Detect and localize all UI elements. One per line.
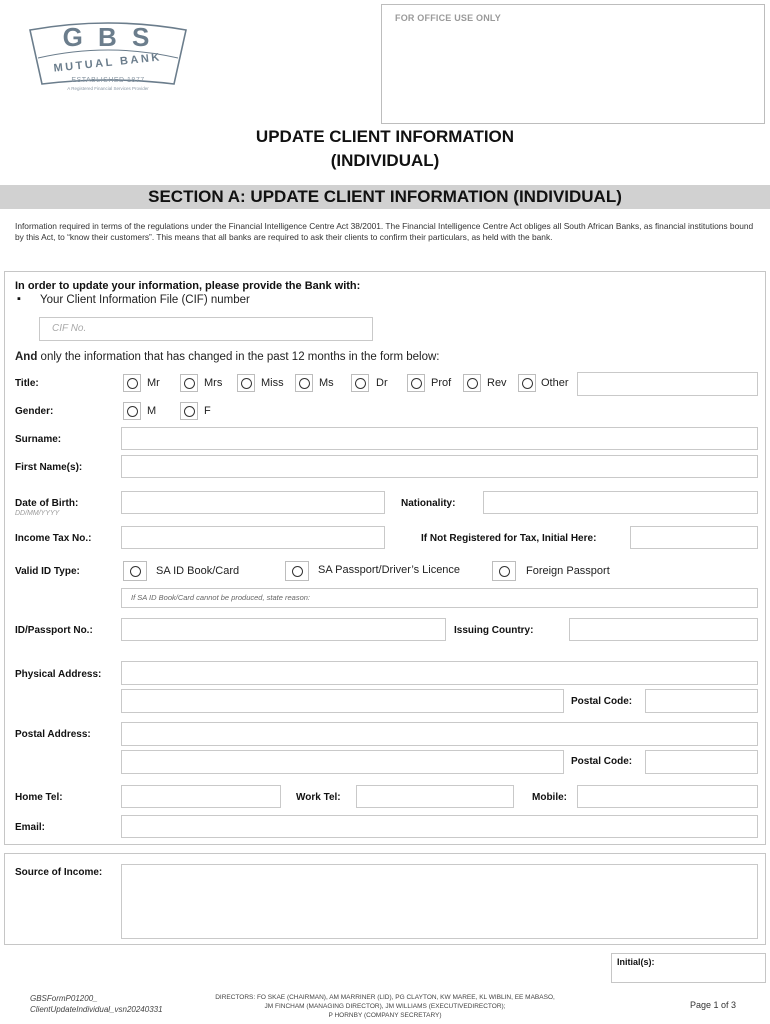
gender-option-f: F — [204, 405, 211, 417]
title-radio-miss[interactable] — [237, 374, 255, 392]
physical-address-label: Physical Address: — [15, 669, 102, 680]
page-title-line2: (INDIVIDUAL) — [330, 151, 440, 170]
id-radio-sa-id[interactable] — [123, 561, 147, 581]
page-number: Page 1 of 3 — [690, 1000, 737, 1010]
instructions-line2-bold: And — [15, 351, 38, 363]
id-passport-input[interactable] — [121, 618, 446, 641]
cif-placeholder: CIF No. — [52, 323, 87, 334]
nationality-input[interactable] — [483, 491, 758, 514]
physical-postal-code-label: Postal Code: — [571, 696, 633, 707]
dob-input[interactable] — [121, 491, 385, 514]
id-radio-foreign-passport[interactable] — [492, 561, 516, 581]
gender-option-m: M — [147, 405, 157, 417]
source-of-income-input[interactable] — [121, 864, 758, 939]
valid-id-type-label: Valid ID Type: — [15, 566, 80, 577]
directors-list — [200, 993, 570, 1020]
logo-graphic — [24, 18, 192, 94]
office-use-box — [381, 4, 765, 124]
title-label: Title: — [15, 378, 39, 389]
source-of-income-label: Source of Income: — [15, 867, 103, 878]
directors-line2: JM FINCHAM (MANAGING DIRECTOR), JM WILLIAMS (EXECUTIVEDIRECTOR); — [264, 1003, 506, 1010]
gender-radio-f[interactable] — [180, 402, 198, 420]
title-option-mrs: Mrs — [204, 377, 223, 389]
nationality-label: Nationality: — [401, 498, 456, 509]
gender-label: Gender: — [15, 406, 54, 417]
section-a-title: SECTION A: UPDATE CLIENT INFORMATION (INDIVIDUAL) — [0, 185, 770, 209]
id-option-sa-passport: SA Passport/Driver’s Licence — [318, 564, 461, 576]
title-radio-dr[interactable] — [351, 374, 369, 392]
mobile-input[interactable] — [577, 785, 758, 808]
not-registered-tax-label: If Not Registered for Tax, Initial Here: — [421, 533, 597, 544]
initials-label: Initial(s): — [617, 957, 655, 967]
id-reason-placeholder: If SA ID Book/Card cannot be produced, state reason: — [131, 593, 310, 602]
title-option-rev: Rev — [487, 377, 507, 389]
title-radio-rev[interactable] — [463, 374, 481, 392]
email-input[interactable] — [121, 815, 758, 838]
logo-established: ESTABLISHED 1877 — [71, 77, 145, 84]
intro-text: Information required in terms of the regulations under the Financial Intelligence Centre Act 38/2001. The Financial Intelligence Centre Act obliges all South African Banks, as financial institutions bound by this Act, to “know their customers”. This means that all banks are required to ask their clients to confirm their particulars, as held with the bank. — [15, 221, 754, 242]
first-names-label: First Name(s): — [15, 462, 83, 473]
income-tax-input[interactable] — [121, 526, 385, 549]
postal-address-line2[interactable] — [121, 750, 564, 774]
home-tel-input[interactable] — [121, 785, 281, 808]
bullet-marker: ▪ — [17, 293, 21, 305]
title-option-prof: Prof — [431, 377, 452, 389]
title-radio-ms[interactable] — [295, 374, 313, 392]
surname-input[interactable] — [121, 427, 758, 450]
title-radio-mrs[interactable] — [180, 374, 198, 392]
instructions-line2 — [15, 351, 439, 363]
title-option-miss: Miss — [261, 377, 284, 389]
title-option-ms: Ms — [319, 377, 334, 389]
postal-postal-code-input[interactable] — [645, 750, 758, 774]
id-passport-label: ID/Passport No.: — [15, 625, 93, 636]
income-tax-label: Income Tax No.: — [15, 533, 92, 544]
dob-format-hint: DD/MM/YYYY — [15, 510, 60, 517]
physical-address-line2[interactable] — [121, 689, 564, 713]
form-reference — [30, 993, 163, 1015]
title-radio-other[interactable] — [518, 374, 536, 392]
instructions-line2-rest: only the information that has changed in the past 12 months in the form below: — [37, 351, 440, 363]
form-ref-line1: GBSFormP01200_ — [30, 994, 98, 1003]
tax-initial-input[interactable] — [630, 526, 758, 549]
surname-label: Surname: — [15, 434, 62, 445]
mobile-label: Mobile: — [532, 792, 567, 803]
directors-line3: P HORNBY (COMPANY SECRETARY) — [328, 1012, 442, 1019]
email-label: Email: — [15, 822, 46, 833]
postal-address-label: Postal Address: — [15, 729, 91, 740]
postal-postal-code-label: Postal Code: — [571, 756, 633, 767]
logo-name: MUTUAL BANK — [53, 51, 163, 75]
physical-address-line1[interactable] — [121, 661, 758, 685]
form-ref-line2: ClientUpdateIndividual_vsn20240331 — [30, 1005, 163, 1014]
title-option-mr: Mr — [147, 377, 160, 389]
cif-number-input[interactable] — [39, 317, 373, 341]
id-option-sa-id: SA ID Book/Card — [156, 565, 240, 577]
gbs-mutual-bank-logo — [24, 18, 192, 94]
postal-address-line1[interactable] — [121, 722, 758, 746]
title-option-dr: Dr — [376, 377, 388, 389]
title-radio-mr[interactable] — [123, 374, 141, 392]
page-title-line1: UPDATE CLIENT INFORMATION — [255, 127, 515, 146]
gender-radio-m[interactable] — [123, 402, 141, 420]
directors-line1: DIRECTORS: FO SKAE (CHAIRMAN), AM MARRINER (LID), PG CLAYTON, KW MAREE, KL WIBLIN, EE MABASO, — [215, 994, 555, 1001]
id-reason-input[interactable] — [121, 588, 758, 608]
issuing-country-input[interactable] — [569, 618, 758, 641]
title-radio-prof[interactable] — [407, 374, 425, 392]
home-tel-label: Home Tel: — [15, 792, 63, 803]
title-other-input[interactable] — [577, 372, 758, 396]
issuing-country-label: Issuing Country: — [454, 625, 534, 636]
logo-letters: G B S — [62, 22, 154, 52]
dob-label: Date of Birth: — [15, 498, 79, 509]
instructions-line1: In order to update your information, please provide the Bank with: — [15, 280, 361, 292]
logo-tagline: A Registered Financial Services Provider — [67, 86, 149, 91]
id-radio-sa-passport[interactable] — [285, 561, 309, 581]
title-option-other: Other — [541, 377, 569, 389]
work-tel-input[interactable] — [356, 785, 514, 808]
first-names-input[interactable] — [121, 455, 758, 478]
work-tel-label: Work Tel: — [296, 792, 341, 803]
physical-postal-code-input[interactable] — [645, 689, 758, 713]
office-use-label: FOR OFFICE USE ONLY — [395, 13, 501, 23]
cif-bullet-text: Your Client Information File (CIF) number — [40, 294, 250, 306]
id-option-foreign-passport: Foreign Passport — [526, 565, 610, 577]
